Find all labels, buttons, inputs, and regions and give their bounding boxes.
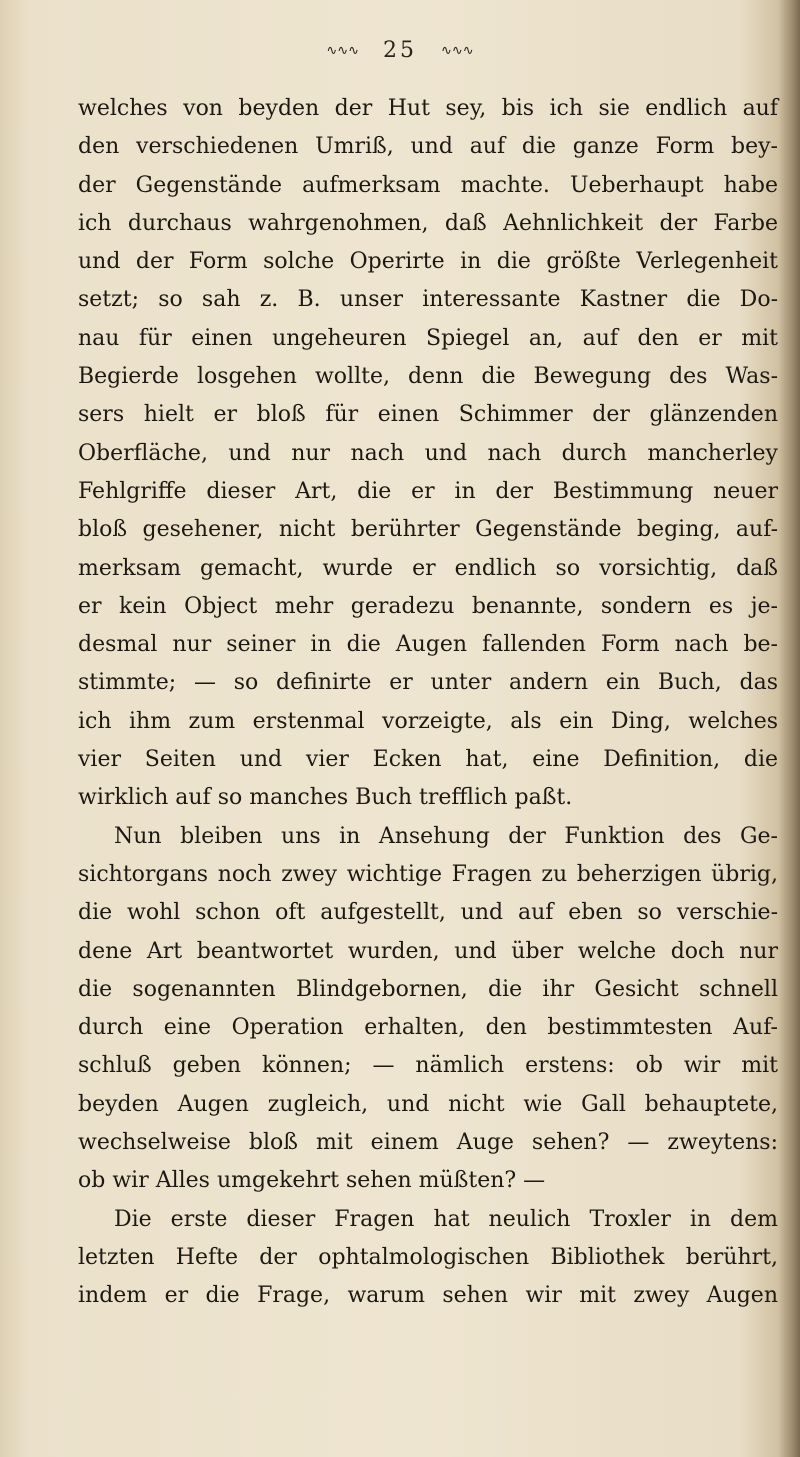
text-line: bloß gesehener, nicht berührter Gegenstände beging, auf- <box>78 517 778 543</box>
text-line: nau für einen ungeheuren Spiegel an, auf den er mit <box>78 325 778 351</box>
text-line: durch eine Operation erhalten, den bestimmtesten Auf- <box>78 1015 778 1041</box>
text-line: der Gegenstände aufmerksam machte. Ueberhaupt habe <box>78 172 778 198</box>
text-line: und der Form solche Operirte in die größte Verlegenheit <box>78 249 778 275</box>
text-line: Fehlgriffe dieser Art, die er in der Bestimmung neuer <box>78 478 778 504</box>
paragraph-start-line: Nun bleiben uns in Ansehung der Funktion des Ge- <box>114 823 778 849</box>
text-line: welches von beyden der Hut sey, bis ich sie endlich auf <box>78 96 778 121</box>
text-line: Begierde losgehen wollte, denn die Bewegung des Was- <box>78 364 778 390</box>
text-line: die wohl schon oft aufgestellt, und auf eben so verschie- <box>78 900 778 926</box>
text-line: ich durchaus wahrgenohmen, daß Aehnlichkeit der Farbe <box>78 210 778 236</box>
paragraph-end-line: ob wir Alles umgekehrt sehen müßten? — <box>78 1168 546 1194</box>
binding-shadow <box>778 0 800 1457</box>
text-line: den verschiedenen Umriß, und auf die ganze Form bey- <box>78 134 778 160</box>
text-line: sichtorgans noch zwey wichtige Fragen zu beherzigen übrig, <box>78 861 778 887</box>
text-line: dene Art beantwortet wurden, und über welche doch nur <box>78 938 778 964</box>
page-header <box>0 38 800 74</box>
paragraph-start-line: Die erste dieser Fragen hat neulich Troxler in dem <box>114 1206 778 1232</box>
text-line: sers hielt er bloß für einen Schimmer der glänzenden <box>78 402 778 428</box>
page-number: 25 <box>383 38 417 63</box>
text-line: er kein Object mehr geradezu benannte, sondern es je- <box>78 593 778 619</box>
text-line: Oberfläche, und nur nach und nach durch mancherley <box>78 440 778 466</box>
text-line: die sogenannten Blindgebornen, die ihr Gesicht schnell <box>78 976 778 1002</box>
ornament-left: ∿∿∿ <box>326 43 359 59</box>
text-line: wechselweise bloß mit einem Auge sehen? — zweytens: <box>78 1130 778 1156</box>
text-line: ich ihm zum erstenmal vorzeigte, als ein Ding, welches <box>78 708 778 734</box>
text-line: desmal nur seiner in die Augen fallenden Form nach be- <box>78 632 778 658</box>
text-line: stimmte; — so definirte er unter andern ein Buch, das <box>78 670 778 696</box>
ornament-right: ∿∿∿ <box>441 43 474 59</box>
body-text <box>78 90 778 1316</box>
text-line: indem er die Frage, warum sehen wir mit zwey Augen <box>78 1283 778 1309</box>
text-line: setzt; so sah z. B. unser interessante Kastner die Do- <box>78 287 778 313</box>
text-line: schluß geben können; — nämlich erstens: ob wir mit <box>78 1053 778 1079</box>
text-line: vier Seiten und vier Ecken hat, eine Definition, die <box>78 747 778 773</box>
text-line: beyden Augen zugleich, und nicht wie Gall behauptete, <box>78 1091 778 1117</box>
text-line: letzten Hefte der ophtalmologischen Bibliothek berührt, <box>78 1244 778 1270</box>
text-line: merksam gemacht, wurde er endlich so vorsichtig, daß <box>78 555 778 581</box>
paragraph-end-line: wirklich auf so manches Buch trefflich paßt. <box>78 785 573 811</box>
